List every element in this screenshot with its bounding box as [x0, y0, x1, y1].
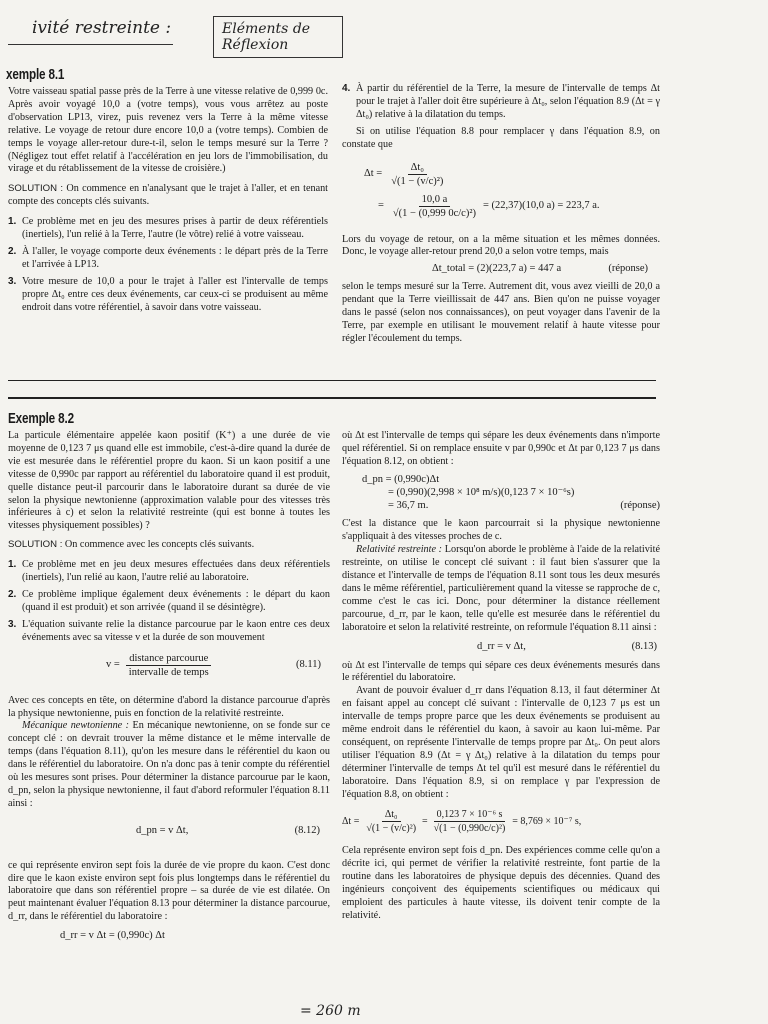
- ex82-concept-list: [8, 559, 330, 644]
- ex81-equation-1: Δt = $\frac{\text{Δt₀}}{\text{√(1 − (v/c)²)}}$: [364, 161, 444, 187]
- ex82-statement: La particule élémentaire appelée kaon positif (K⁺) a une durée de vie moyenne de 0,123 7 μs quand elle est immobile, c'est-à-dire quand la durée de vie est mesurée dans le référentiel propre du kaon. Si un kaon positif a une vitesse de 0,990c par rapport au référentiel du laboratoire quand il est produit, quelle distance peut-il parcourir dans le laboratoire durant sa durée de vie selon la physique newtonienne (approximation valable pour des vitesses très inférieures à c) et selon la relativité restreinte (qui est bonne à toutes les vitesses physiquement possibles) ?: [8, 430, 330, 532]
- ex81-conclusion: selon le temps mesuré sur la Terre. Autrement dit, vous avez vieilli de 20,0 a pendant que la Terre vieillissait de 447 ans. Bien qu'on ne puisse voyager dans le passé (selon nos connaissances), on peut voyager dans l'avenir de la Terre, par exemple en utilisant le mouvement relatif à haute vitesse pour régler l'écoulement du temps.: [342, 281, 660, 344]
- list-item: 3. L'équation suivante relie la distance parcourue par le kaon entre ces deux événements avec sa vitesse v et la durée de son mouvement: [8, 618, 330, 643]
- handwritten-underline: [8, 44, 173, 45]
- section-divider: [8, 397, 656, 399]
- ex82-equation-8-11: v = $\frac{\text{distance parcourue}}{\text{intervalle de temps}}$ (8.11): [106, 652, 321, 678]
- example-8-2-left-column: [8, 430, 330, 943]
- handwritten-box: Eléments de Réflexion: [213, 16, 343, 58]
- ex82-relativity-paragraph: Relativité restreinte : Lorsqu'on aborde le problème à l'aide de la relativité restreinte, on utilise le concept clé suivant : il faut bien s'assurer que la distance et l'intervalle de temps de l'équation 8.11 sont tous les deux mesurés dans le même référentiel, particulièrement quand la vitesse se rapproche de c, comme c'est le cas ici. Donc, pour déterminer la distance réellement parcourue, d_rr, par le kaon, telle qu'elle est mesurée dans le référentiel du laboratoire et selon la relativité restreinte, on reformule l'équation 8.11 ainsi :: [342, 544, 660, 633]
- ex82-r-final: Cela représente environ sept fois d_pn. Des expériences comme celle qu'on a décrite ici, qui permet de vérifier la relativité restreinte, font partie de la routine dans les laboratoires de physique depuis des décennies. Quand des ingénieurs conçoivent des équipements scientifiques ou médicaux qui emploient des particules à haute vitesse, ils doivent tenir compte de la relativité.: [342, 845, 660, 921]
- ex82-last-equation: d_rr = v Δt = (0,990c) Δt: [60, 930, 165, 942]
- ex81-item-4: [342, 83, 660, 122]
- list-item: 1. Ce problème met en jeu deux mesures effectuées dans deux référentiels (inertiels), l'un relié au kaon, l'autre relié au laboratoire.: [8, 559, 330, 584]
- ex82-sept-paragraph: ce qui représente environ sept fois la durée de vie propre du kaon. C'est donc dire que le kaon existe environ sept fois plus longtemps dans le référentiel du laboratoire que dans son référentiel propre – sa durée de vie est dilatée. On peut maintenant évaluer l'équation 8.13 pour déterminer la distance parcourue, d_rr, dans le référentiel du laboratoire :: [8, 859, 330, 923]
- list-item: 1. Ce problème met en jeu des mesures prises à partir de deux référentiels (inertiels), l'un relié à la Terre, l'autre (le vôtre) relié à votre vaisseau.: [8, 216, 328, 241]
- ex81-statement: Votre vaisseau spatial passe près de la Terre à une vitesse relative de 0,999 0c. Après avoir voyagé 10,0 a (votre temps), vous vous arrêtez au poste d'observation LP13, virez, puis revenez vers la Terre à la même vitesse relative. Le voyage de retour dure encore 10,0 a (votre temps). Combien de temps le voyage aller-retour dure-t-il, selon le temps mesuré sur la Terre ? (Négligez tout effet relatif à l'accélération en jeu lors de l'immobilisation, du virage et du rétablissement de la vitesse de croisière.): [8, 86, 328, 175]
- list-item: 2. Ce problème implique également deux événements : le départ du kaon (quand il est produit) et son arrivée (quand il se désintègre).: [8, 588, 330, 613]
- ex82-r-avant: Avant de pouvoir évaluer d_rr dans l'équation 8.13, il faut déterminer Δt en faisant appel au concept clé suivant : l'intervalle de 0,123 7 μs est un intervalle de temps propre parce que les deux événements se produisent au même endroit dans le référentiel du kaon, à savoir au kaon lui-même. Par conséquent, on représente l'intervalle de temps propre par Δt₀. On peut alors utiliser l'équation 8.9 (Δt = γ Δt₀) relative à la dilatation du temps pour déterminer l'intervalle de temps Δt tel qu'il est mesuré dans le référentiel du laboratoire. Dans l'équation 8.9, si on remplace γ par l'expression de l'équation 8.8, on obtient :: [342, 685, 660, 800]
- example-8-1-left-column: [8, 86, 328, 319]
- ex81-concept-list: [8, 216, 328, 314]
- ex82-equation-8-12: d_pn = v Δt, (8.12): [136, 824, 320, 836]
- example-8-1-title: xemple 8.1: [6, 66, 65, 83]
- ex82-gamma-equation: Δt = $\frac{\text{Δt₀}}{\text{√(1 − (v/c)²)}}$ = $\frac{\text{0,123 7 × 10⁻⁶ s}}{\text{√(1 − (0,990c/c)²)}}$ = 8,769 × 10⁻⁷ s,: [342, 809, 582, 835]
- example-8-2-title: Exemple 8.2: [8, 410, 74, 427]
- ex82-r-dist: C'est la distance que le kaon parcourrait si la physique newtonienne s'appliquait à des vitesses proches de c.: [342, 518, 660, 543]
- ex82-r-ou: où Δt est l'intervalle de temps qui sépare ces deux événements mesurés dans le référentiel du laboratoire.: [342, 659, 660, 684]
- ex82-newton-paragraph: Mécanique newtonienne : En mécanique newtonienne, on se fonde sur ce concept clé : on devrait trouver la même distance et le même intervalle de temps (dans l'équation 8.11), qu'on les mesure dans le référentiel du kaon ou dans le référentiel du laboratoire. On n'a donc pas à tenir compte du référentiel où les mesures sont prises. Pour déterminer la distance parcourue par le kaon, d_pn, selon la physique newtonienne, il faut d'abord reformuler l'équation 8.11 ainsi :: [8, 720, 330, 809]
- ex82-newton-equations: d_pn = (0,990c)Δt = (0,990)(2,998 × 10⁸ m/s)(0,123 7 × 10⁻⁶s) = 36,7 m. (réponse): [362, 473, 660, 511]
- handwritten-header-left: ivité restreinte :: [32, 18, 172, 38]
- ex82-concepts-paragraph: Avec ces concepts en tête, on détermine d'abord la distance parcourue d'après la physique newtonienne, puis en fonction de la relativité restreinte.: [8, 694, 330, 719]
- handwritten-260m: = 260 m: [300, 1003, 361, 1019]
- list-item: 2. À l'aller, le voyage comporte deux événements : le départ près de la Terre et l'arrivée à LP13.: [8, 245, 328, 270]
- list-item: 3. Votre mesure de 10,0 a pour le trajet à l'aller est l'intervalle de temps propre Δt₀ entre ces deux événements, car ceux-ci se produisent au même endroit dans votre référentiel, à savoir dans votre vaisseau.: [8, 275, 328, 313]
- ex82-solution: SOLUTION : On commence avec les concepts clés suivants.: [8, 539, 255, 551]
- ex82-equation-8-13: d_rr = v Δt, (8.13): [477, 640, 657, 652]
- ex81-total-equation: Δt_total = (2)(223,7 a) = 447 a (réponse): [432, 263, 648, 275]
- example-8-1-right-column: [342, 83, 660, 346]
- section-divider: [8, 380, 656, 381]
- ex81-equation-2: = $\frac{10,0 a}{\text{√(1 − (0,999 0c/c)²)}}$ = (22,37)(10,0 a) = 223,7 a.: [378, 193, 600, 219]
- example-8-2-right-column: [342, 430, 660, 923]
- list-item: 4. À partir du référentiel de la Terre, la mesure de l'intervalle de temps Δt pour le trajet à l'aller doit être supérieure à Δt₀, selon l'équation 8.9 (Δt = γ Δt₀) relative à la dilatation du temps.: [342, 83, 660, 120]
- ex81-after-item4: Si on utilise l'équation 8.8 pour remplacer γ dans l'équation 8.9, on constate que: [342, 125, 660, 150]
- ex82-r-intro: où Δt est l'intervalle de temps qui sépare les deux événements dans n'importe quel référentiel. Si on remplace ensuite v par 0,990c et Δt par 0,123 7 μs dans l'équation 8.12, on obtient :: [342, 430, 660, 467]
- ex81-retour: Lors du voyage de retour, on a la même situation et les mêmes données. Donc, le voyage aller-retour prend 20,0 a selon votre temps, mais: [342, 233, 660, 258]
- ex81-solution: SOLUTION : On commence en n'analysant que le trajet à l'aller, et en tenant compte des concepts clés suivants.: [8, 183, 329, 208]
